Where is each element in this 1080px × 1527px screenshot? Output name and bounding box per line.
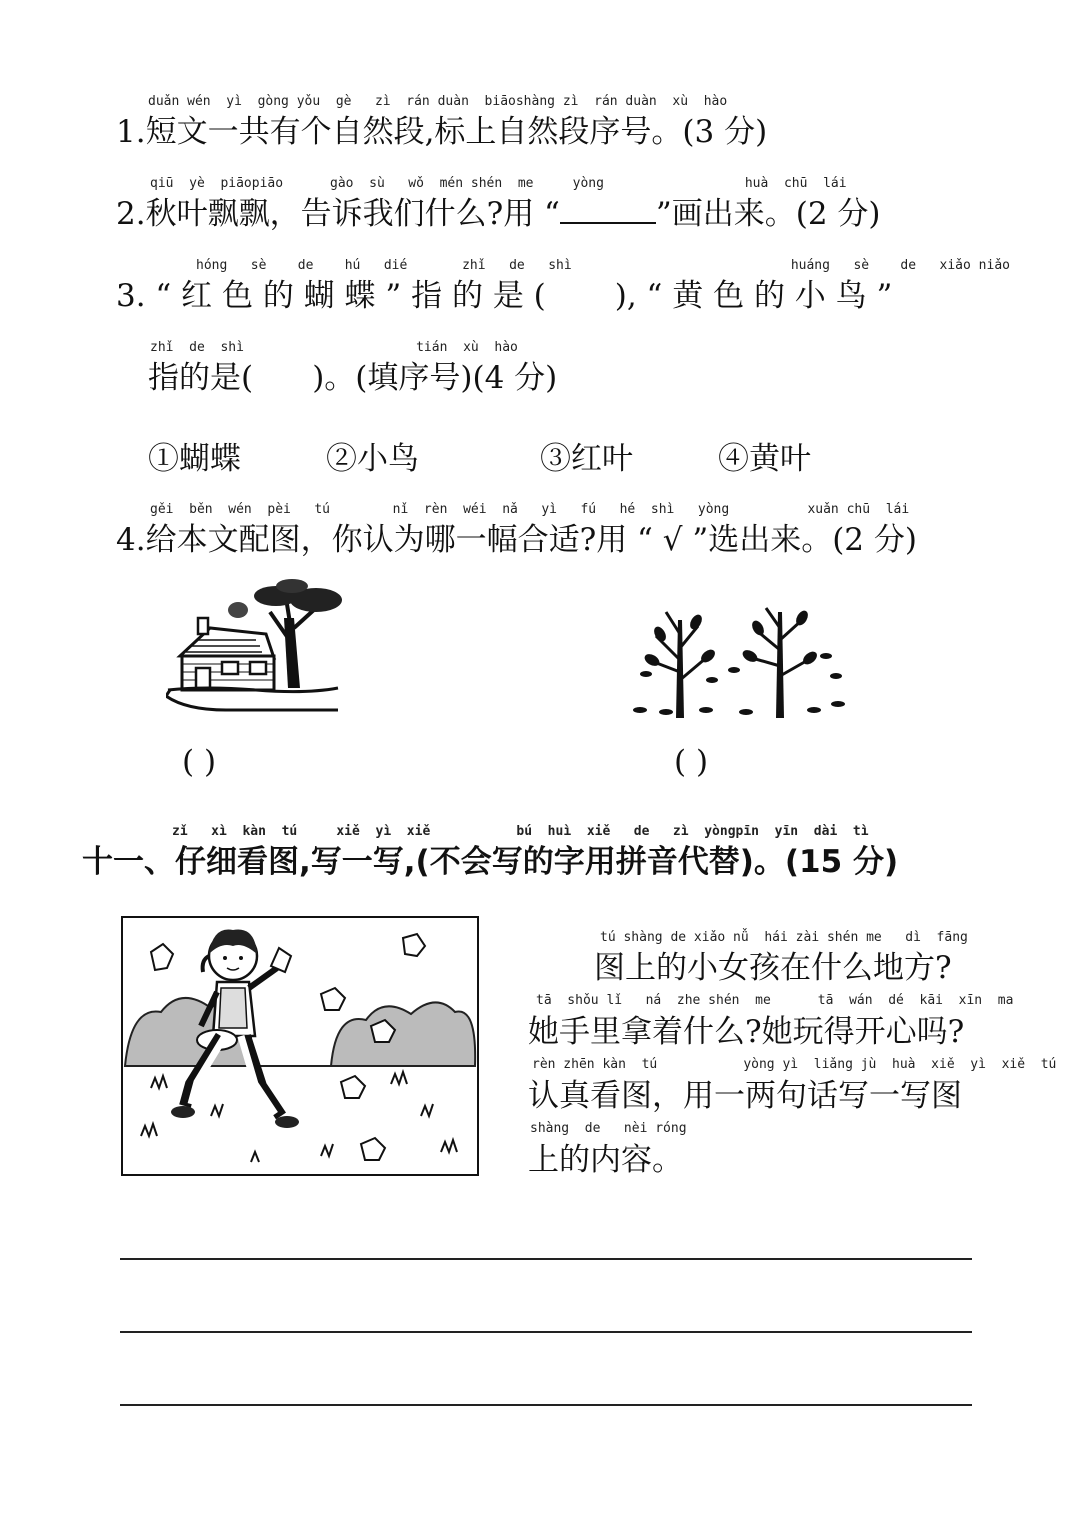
q4-text: 4.给本文配图，你认为哪一幅合适?用 “ √ ”选出来。(2 分): [116, 522, 917, 558]
option-2: ②小鸟: [326, 441, 419, 477]
q2-text: [116, 188, 881, 233]
q3-pinyin-2: zhǐ de shì tián xù hào: [150, 340, 518, 355]
prompt-pinyin-4: shàng de nèi róng: [530, 1121, 687, 1136]
prompt-pinyin-1: tú shàng de xiǎo nǚ hái zài shén me dì fāng: [600, 930, 968, 945]
option-4: ④黄叶: [718, 441, 811, 477]
girl-autumn-picture: [121, 916, 479, 1176]
answer-paren-left[interactable]: ( ): [182, 744, 217, 780]
prompt-pinyin-2: tā shǒu lǐ ná zhe shén me tā wán dé kāi xīn ma: [536, 993, 1014, 1008]
prompt-pinyin-3: rèn zhēn kàn tú yòng yì liǎng jù huà xiě yì xiě tú: [532, 1057, 1057, 1072]
q2-text-after: ”画出来。(2 分): [655, 196, 881, 232]
writing-line-2[interactable]: [120, 1331, 972, 1333]
q2-text-before: 2.秋叶飘飘，告诉我们什么?用 “: [116, 196, 560, 232]
q3-text: 3. “ 红 色 的 蝴 蝶 ” 指 的 是 ( ), “ 黄 色 的 小 鸟 ”: [116, 278, 893, 314]
q4-pinyin: gěi běn wén pèi tú nǐ rèn wéi nǎ yì fú hé shì yòng xuǎn chū lái: [150, 502, 910, 517]
answer-paren-right[interactable]: ( ): [674, 744, 709, 780]
q1-pinyin: duǎn wén yì gòng yǒu gè zì rán duàn biāoshàng zì rán duàn xù hào: [148, 94, 728, 109]
section11-title: 十一、仔细看图,写一写,(不会写的字用拼音代替)。(15 分): [82, 844, 899, 880]
prompt-text-3: 认真看图，用一两句话写一写图: [528, 1078, 962, 1114]
prompt-text-1: 图上的小女孩在什么地方?: [594, 950, 952, 986]
option-3: ③红叶: [540, 441, 633, 477]
prompt-text-4: 上的内容。: [528, 1142, 683, 1178]
prompt-text-2: 她手里拿着什么?她玩得开心吗?: [528, 1014, 965, 1050]
q3-text-2: 指的是( )。(填序号)(4 分): [148, 360, 558, 396]
q2-blank-line[interactable]: [560, 202, 656, 224]
q2-pinyin: qiū yè piāopiāo gào sù wǒ mén shén me yòng huà chū lái: [150, 176, 847, 191]
section11-pinyin: zǐ xì kàn tú xiě yì xiě bú huì xiě de zì yòngpīn yīn dài tì: [172, 824, 869, 839]
option-1: ①蝴蝶: [148, 441, 241, 477]
q3-pinyin: hóng sè de hú dié zhǐ de shì huáng sè de xiǎo niǎo: [196, 258, 1010, 273]
bare-trees-picture: [626, 600, 850, 724]
house-tree-picture: [166, 578, 346, 718]
writing-line-3[interactable]: [120, 1404, 972, 1406]
writing-line-1[interactable]: [120, 1258, 972, 1260]
q1-text: 1.短文一共有个自然段,标上自然段序号。(3 分): [116, 114, 768, 150]
